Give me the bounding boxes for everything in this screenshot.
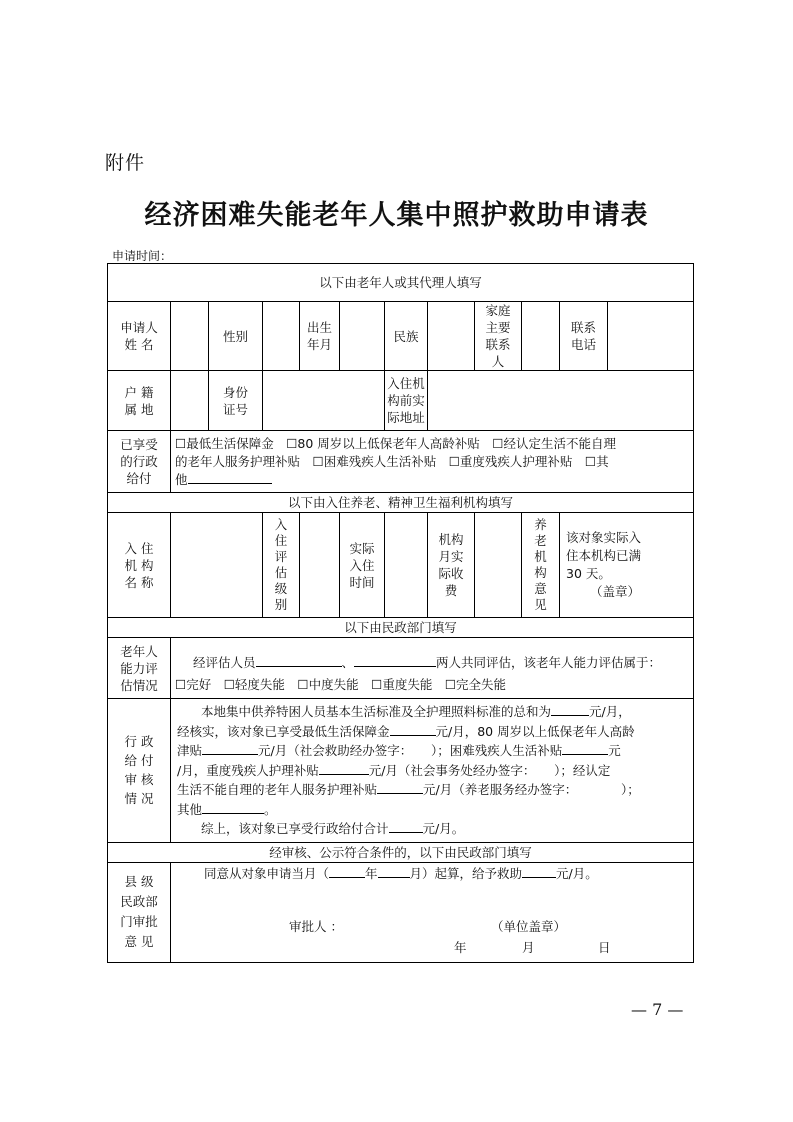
application-form-table [107,263,694,963]
gender-label: 性别 [209,302,263,371]
ability-options: ☐完好 ☐轻度失能 ☐中度失能 ☐重度失能 ☐完全失能 [175,677,507,692]
date-day-label: 日 [598,939,611,955]
enjoyed-benefits-label: 已享受 的行政 给付 [108,431,171,493]
section-applicant: 以下由老年人或其代理人填写 [108,264,694,302]
family-contact-field[interactable] [522,302,560,371]
ethnicity-field[interactable] [428,302,475,371]
gender-field[interactable] [263,302,300,371]
prior-address-label: 入住机 构前实 际地址 [385,371,428,431]
applicant-name-label: 申请人 姓 名 [108,302,171,371]
actual-admission-label: 实际 入住 时间 [340,513,385,618]
date-year-label: 年 [454,939,467,955]
institution-name-label: 入 住 机 构 名 称 [108,513,171,618]
institution-name-field[interactable] [171,513,263,618]
payment-review-content[interactable]: 本地集中供养特困人员基本生活标准及全护理照料标准的总和为 元/月， 经核实，该对象已享受最低生活保障金 元/月，80 周岁以上低保老年人高龄 津贴 元/月（社会救助经办签字： ）；困难残疾人生活补贴 元 /月，重度残疾人护理补贴 元/月（社会事务处经办签字： ）；经认定 生活不能自理的老年人服务护理补贴 元/月（养老服务经办签字： ）； 其他 。 综上，该对象已享受行政给付合计 元/月。 [171,699,694,843]
phone-label: 联系 电话 [560,302,608,371]
monthly-fee-label: 机构 月实 际收 费 [428,513,475,618]
assess-level-field[interactable] [300,513,340,618]
birth-label: 出生 年月 [300,302,340,371]
id-number-field[interactable] [263,371,385,431]
id-number-label: 身份 证号 [209,371,263,431]
date-month-label: 月 [522,939,535,955]
section-approved: 经审核、公示符合条件的，以下由民政部门填写 [108,842,694,862]
page-title: 经济困难失能老年人集中照护救助申请表 [144,200,649,231]
ability-assess-content[interactable]: 经评估人员 、 两人共同评估，该老年人能力评估属于： ☐完好 ☐轻度失能 ☐中度失能 ☐重度失能 ☐完全失能 [171,638,694,699]
section-institution: 以下由入住养老、精神卫生福利机构填写 [108,493,694,513]
phone-field[interactable] [608,302,694,371]
monthly-fee-field[interactable] [475,513,522,618]
section-civil-affairs: 以下由民政部门填写 [108,618,694,638]
page-number: — 7 — [631,1000,684,1019]
applicant-name-field[interactable] [171,302,209,371]
birth-field[interactable] [340,302,385,371]
actual-admission-field[interactable] [385,513,428,618]
institution-opinion-text: 该对象实际入 住本机构已满 30 天。 （盖章） [560,513,694,618]
approver-label: 审批人 ： [289,918,343,934]
county-approval-content[interactable]: 同意从对象申请当月（ 年 月）起算，给予救助 元/月。 审批人 ： （单位盖章） 年 月 日 [171,862,694,962]
institution-opinion-label: 养 老 机 构 意 见 [522,513,560,618]
enjoyed-benefits-options[interactable]: ☐最低生活保障金 ☐80 周岁以上低保老年人高龄补贴 ☐经认定生活不能自理 的老年人服务护理补贴 ☐困难残疾人生活补贴 ☐重度残疾人护理补贴 ☐其 他 [171,431,694,493]
household-label: 户 籍 属 地 [108,371,171,431]
prior-address-field[interactable] [428,371,694,431]
attachment-label: 附件 [105,152,146,174]
ability-assess-label: 老年人 能力评 估情况 [108,638,171,699]
assess-level-label: 入 住 评 估 级 别 [263,513,300,618]
stamp-label: （盖章） [590,584,641,599]
family-contact-label: 家庭 主要 联系 人 [475,302,522,371]
apply-time-label: 申请时间： [112,249,173,263]
county-approval-label: 县 级 民政部 门审批 意 见 [108,862,171,962]
ethnicity-label: 民族 [385,302,428,371]
household-field[interactable] [171,371,209,431]
payment-review-label: 行 政 给 付 审 核 情 况 [108,699,171,843]
unit-stamp-label: （单位盖章） [491,918,567,934]
